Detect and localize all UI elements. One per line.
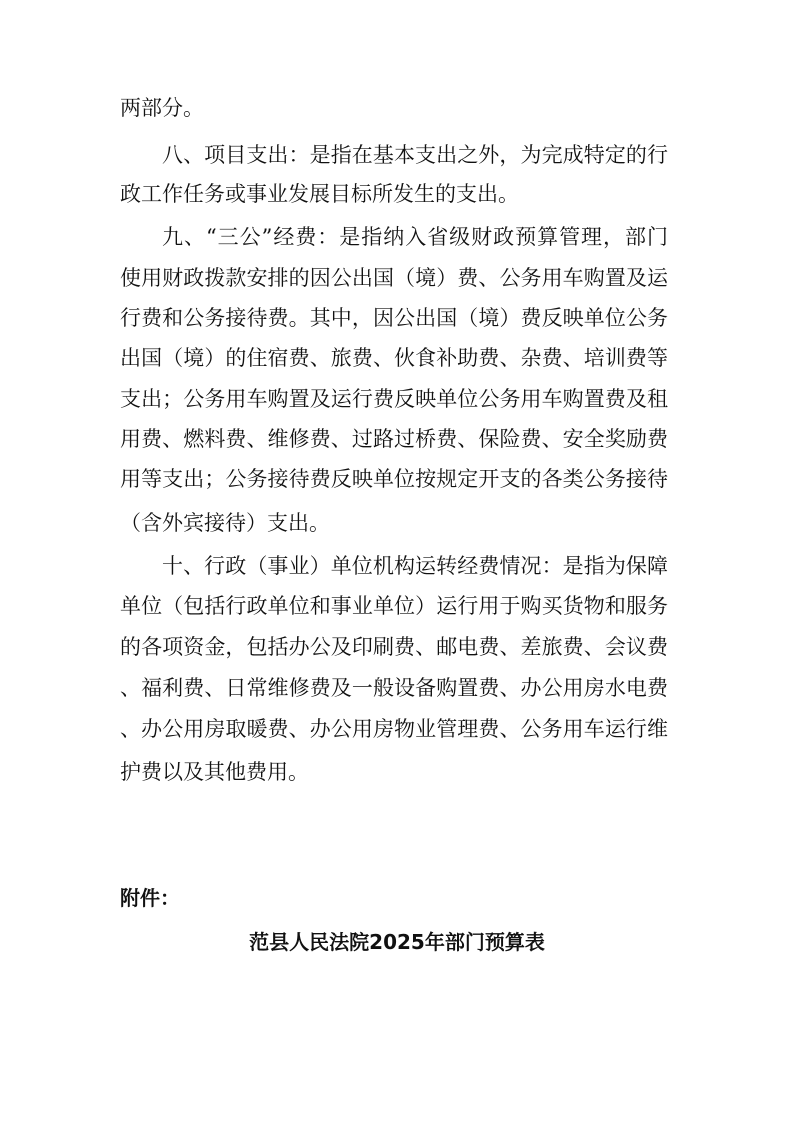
text-line-1: 两部分。 [120,96,204,120]
text-line-12: 十、行政（事业）单位机构运转经费情况：是指为保障 [162,554,668,578]
text-line-5: 使用财政拨款安排的因公出国（境）费、公务用车购置及运 [120,266,668,290]
text-line-8: 支出；公务用车购置及运行费反映单位公务用车购置费及租 [120,387,668,411]
text-line-15: 、福利费、日常维修费及一般设备购置费、办公用房水电费 [120,676,668,700]
text-line-13: 单位（包括行政单位和事业单位）运行用于购买货物和服务 [120,594,668,618]
text-line-16: 、办公用房取暖费、办公用房物业管理费、公务用车运行维 [120,717,668,741]
text-line-6: 行费和公务接待费。其中，因公出国（境）费反映单位公务 [120,306,668,330]
text-line-14: 的各项资金，包括办公及印刷费、邮电费、差旅费、会议费 [120,635,668,659]
text-line-17: 护费以及其他费用。 [120,760,309,784]
text-line-2: 八、项目支出：是指在基本支出之外，为完成特定的行 [162,143,668,167]
text-line-3: 政工作任务或事业发展目标所发生的支出。 [120,182,519,206]
text-line-10: 用等支出；公务接待费反映单位按规定开支的各类公务接待 [120,467,668,491]
attachment-label: 附件： [120,886,180,910]
text-line-11: （含外宾接待）支出。 [120,511,330,535]
attachment-title: 范县人民法院2025年部门预算表 [249,930,545,954]
text-line-4: 九、“三公”经费：是指纳入省级财政预算管理，部门 [162,225,668,249]
text-line-7: 出国（境）的住宿费、旅费、伙食补助费、杂费、培训费等 [120,346,668,370]
text-line-9: 用费、燃料费、维修费、过路过桥费、保险费、安全奖励费 [120,427,668,451]
